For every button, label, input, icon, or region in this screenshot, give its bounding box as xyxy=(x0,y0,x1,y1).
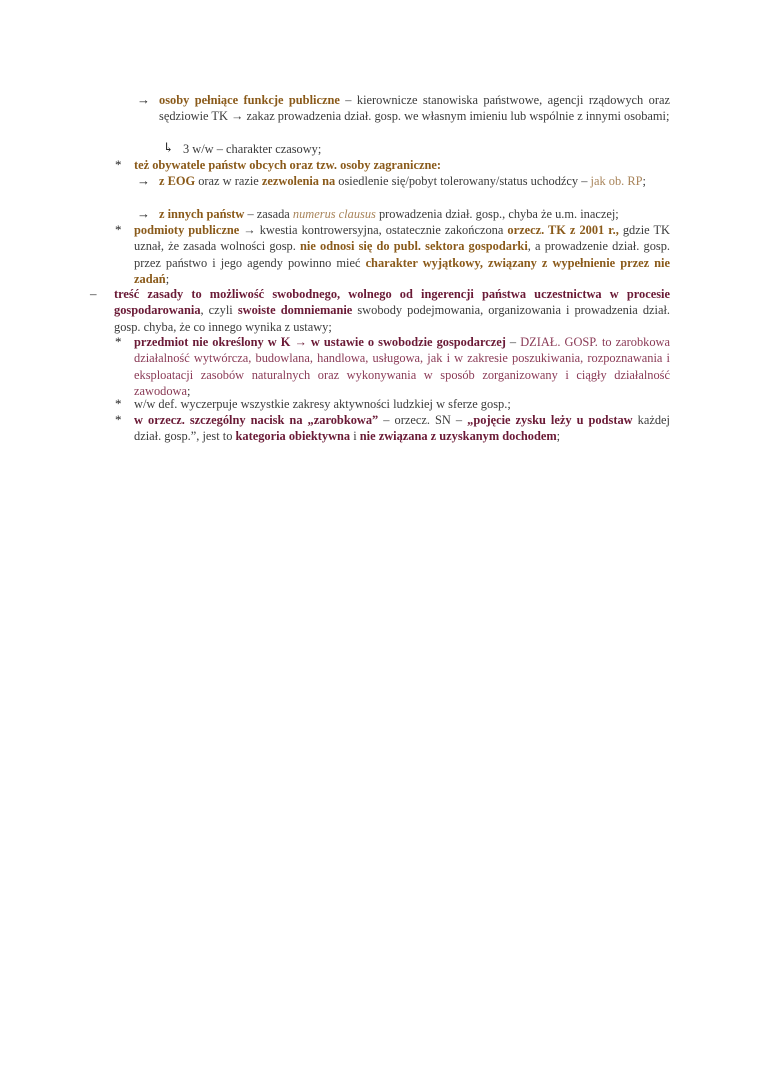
item-text: , czyli xyxy=(200,303,238,318)
list-item xyxy=(134,412,670,445)
item-term: nie odnosi się do publ. sektora gospodarki xyxy=(300,239,528,254)
item-text: ; xyxy=(186,383,191,398)
item-text: gdzie TK uznał, że zasada wolności gosp. xyxy=(134,223,671,254)
item-text: w/w def. wyczerpuje wszystkie zakresy aktywności ludzkiej w sferze gosp.; xyxy=(134,397,511,411)
item-term: kategoria obiektywna xyxy=(235,429,351,444)
item-term: z innych państw xyxy=(159,207,245,221)
star-bullet: * xyxy=(115,396,122,411)
item-text: prowadzenia dział. gosp., chyba że u.m. inaczej; xyxy=(375,207,619,221)
list-item xyxy=(183,141,583,157)
item-term: też obywatele państw obcych oraz tzw. osoby zagraniczne: xyxy=(134,158,441,172)
arrow-bullet: → xyxy=(137,173,150,188)
hook-arrow-icon: ↳ xyxy=(163,140,174,155)
item-text: → kwestia kontrowersyjna, ostatecznie zakończona xyxy=(239,223,508,237)
item-term: charakter wyjątkowy, związany z wypełnienie przez nie zadań xyxy=(134,255,670,286)
item-term: osoby pełniące funkcje publiczne xyxy=(159,93,340,107)
list-item xyxy=(134,334,670,399)
item-text: – xyxy=(505,335,521,349)
item-term: nie związana z uzyskanym dochodem xyxy=(359,429,557,444)
item-term: z EOG xyxy=(159,174,196,188)
item-term: podmioty publiczne xyxy=(134,223,240,237)
item-term: swoiste domniemanie xyxy=(237,303,353,318)
item-highlight: numerus clausus xyxy=(292,207,376,221)
item-term: „pojęcie zysku leży u podstaw xyxy=(467,413,633,427)
item-text: i xyxy=(350,429,360,444)
item-term: orzecz. TK z 2001 r., xyxy=(507,223,619,237)
item-text: osiedlenie się/pobyt tolerowany/status uchodźcy – xyxy=(335,174,591,188)
item-text: ; xyxy=(556,429,561,444)
item-text: każdej dział. gosp.”, jest to xyxy=(134,413,670,444)
list-item xyxy=(159,173,670,189)
item-term: przedmiot nie określony w K → w ustawie o swobodzie gospodarczej xyxy=(134,335,506,349)
item-text: , a prowadzenie dział. gosp. przez państwo i jego agendy powinno mieć xyxy=(134,239,671,270)
arrow-bullet: → xyxy=(137,206,150,221)
dash-bullet: – xyxy=(90,286,97,301)
item-text: 3 w/w – charakter czasowy; xyxy=(183,142,322,156)
item-term: zezwolenia na xyxy=(261,174,336,188)
arrow-bullet: → xyxy=(137,92,150,107)
item-term: w orzecz. szczególny nacisk na „zarobkowa” xyxy=(134,413,379,427)
item-text: – kierownicze stanowiska państwowe, agencji rządowych oraz sędziowie TK → zakaz prowadzenia dział. gosp. we własnym imieniu lub wspólnie z innymi osobami; xyxy=(159,93,670,124)
item-highlight: DZIAŁ. GOSP. to zarobkowa działalność wytwórcza, budowlana, handlowa, usługowa, jak i w zakresie poszukiwania, rozpoznawania i eksploatacji zasobów naturalnych oraz wykonywania w sposób zorganizowany i ciągły działalność zawodowa xyxy=(134,335,671,398)
item-text: – zasada xyxy=(244,207,293,221)
list-item xyxy=(114,286,670,335)
list-item xyxy=(134,222,670,287)
item-text: swobody podejmowania, organizowania i prowadzenia dział. gosp. chyba, że co innego wynika z ustawy; xyxy=(114,303,671,334)
list-item xyxy=(159,206,670,222)
star-bullet: * xyxy=(115,334,122,349)
item-text: – orzecz. SN – xyxy=(378,413,468,427)
item-highlight: jak ob. RP xyxy=(590,174,643,188)
list-item xyxy=(134,157,670,173)
list-item xyxy=(134,396,670,412)
item-text: ; xyxy=(165,271,170,286)
star-bullet: * xyxy=(115,412,122,427)
star-bullet: * xyxy=(115,222,122,237)
item-text: oraz w razie xyxy=(195,174,262,188)
star-bullet: * xyxy=(115,157,122,172)
list-item xyxy=(159,92,670,125)
item-text: ; xyxy=(642,174,646,188)
item-term: treść zasady to możliwość swobodnego, wolnego od ingerencji państwa uczestnictwa w procesie gospodarowania xyxy=(114,287,670,318)
